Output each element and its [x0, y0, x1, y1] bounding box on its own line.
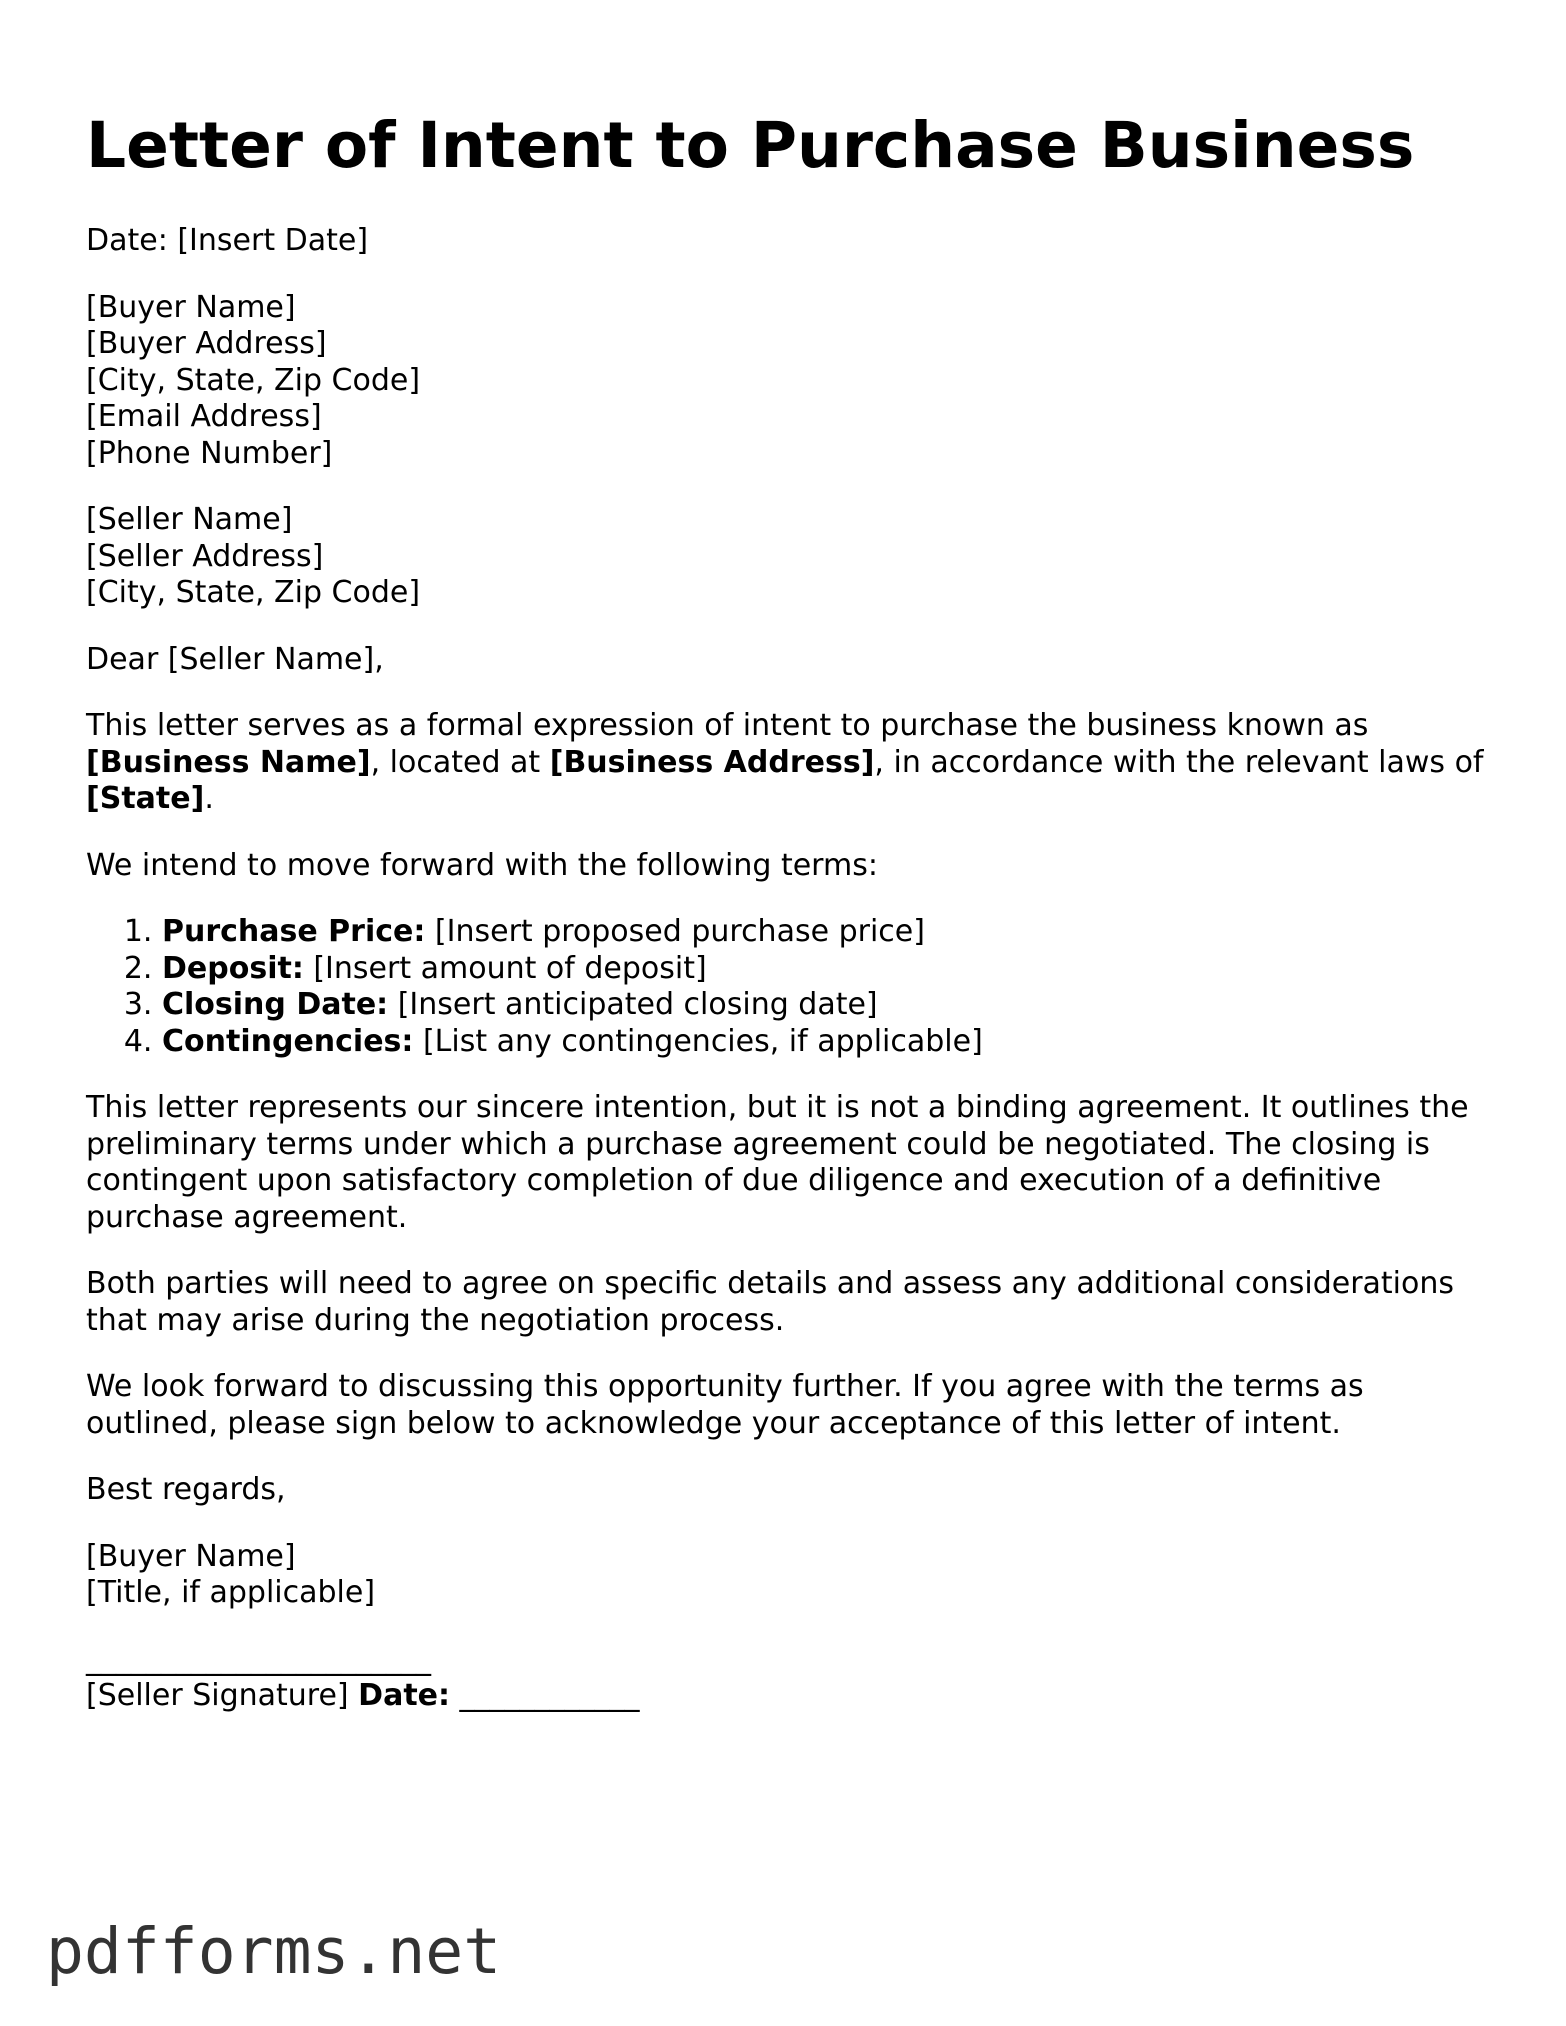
signer-name: [Buyer Name] [86, 1538, 296, 1574]
terms-intro: We intend to move forward with the following terms: [86, 847, 878, 883]
buyer-address: [Buyer Address] [86, 326, 327, 361]
buyer-name: [Buyer Name] [86, 289, 296, 325]
term-label: Closing Date: [162, 987, 389, 1022]
term-purchase-price [162, 914, 1496, 951]
seller-address: [Seller Address] [86, 538, 324, 574]
term-value: [List any contingencies, if applicable] [413, 1023, 983, 1059]
term-closing-date [162, 987, 1496, 1024]
buyer-email: [Email Address] [86, 399, 322, 434]
signature-line[interactable]: _______________________ [86, 1641, 431, 1677]
signer-title: [Title, if applicable] [86, 1575, 376, 1610]
term-contingencies [162, 1024, 1496, 1061]
signature-date-blank[interactable]: ____________ [450, 1678, 640, 1713]
buyer-city-state-zip: [City, State, Zip Code] [86, 362, 421, 398]
intro-text-3: , in accordance with the relevant laws of [874, 744, 1484, 780]
seller-address-block [86, 502, 1496, 612]
business-address-placeholder: [Business Address] [549, 744, 875, 780]
seller-signature-label: [Seller Signature] [86, 1678, 359, 1713]
document-title: Letter of Intent to Purchase Business [86, 109, 1415, 182]
closing-paragraph: We look forward to discussing this opportunity further. If you agree with the terms as outlined, please sign below to acknowledge your acceptance of this letter of intent. [86, 1369, 1364, 1441]
buyer-address-block [86, 290, 1496, 473]
term-value: [Insert amount of deposit] [303, 950, 707, 986]
term-label: Purchase Price: [162, 914, 426, 949]
non-binding-paragraph: This letter represents our sincere intention, but it is not a binding agreement. It outlines the preliminary terms under which a purchase agreement could be negotiated. The closing is contingent upon satisfactory completion of due diligence and execution of a definitive purchase agreement. [86, 1090, 1469, 1235]
seller-name: [Seller Name] [86, 502, 293, 537]
term-deposit [162, 951, 1496, 988]
state-placeholder: [State] [86, 781, 205, 816]
seller-signature-row [86, 1678, 1496, 1715]
buyer-phone: [Phone Number] [86, 435, 333, 471]
signature-date-label: Date: [358, 1678, 451, 1713]
intro-text-1: This letter serves as a formal expression of intent to purchase the business known as [86, 708, 1369, 743]
signature-section [86, 1642, 1496, 1715]
pdfforms-watermark: pdfforms.net [46, 1915, 502, 1988]
term-value: [Insert anticipated closing date] [388, 987, 878, 1022]
term-value: [Insert proposed purchase price] [425, 914, 925, 949]
seller-city-state-zip: [City, State, Zip Code] [86, 575, 421, 610]
terms-list [86, 914, 1496, 1060]
intro-paragraph [86, 708, 1496, 818]
salutation: Dear [Seller Name], [86, 641, 384, 677]
letter-body [86, 223, 1496, 1745]
sign-off: Best regards, [86, 1472, 286, 1507]
business-name-placeholder: [Business Name] [86, 744, 371, 780]
intro-text-4: . [204, 781, 214, 816]
intro-text-2: , located at [370, 744, 550, 780]
term-label: Contingencies: [162, 1023, 414, 1059]
signer-block [86, 1539, 1496, 1612]
date-line: Date: [Insert Date] [86, 223, 369, 258]
agreement-paragraph: Both parties will need to agree on specific details and assess any additional considerations that may arise during the negotiation process. [86, 1266, 1455, 1338]
term-label: Deposit: [162, 950, 304, 986]
